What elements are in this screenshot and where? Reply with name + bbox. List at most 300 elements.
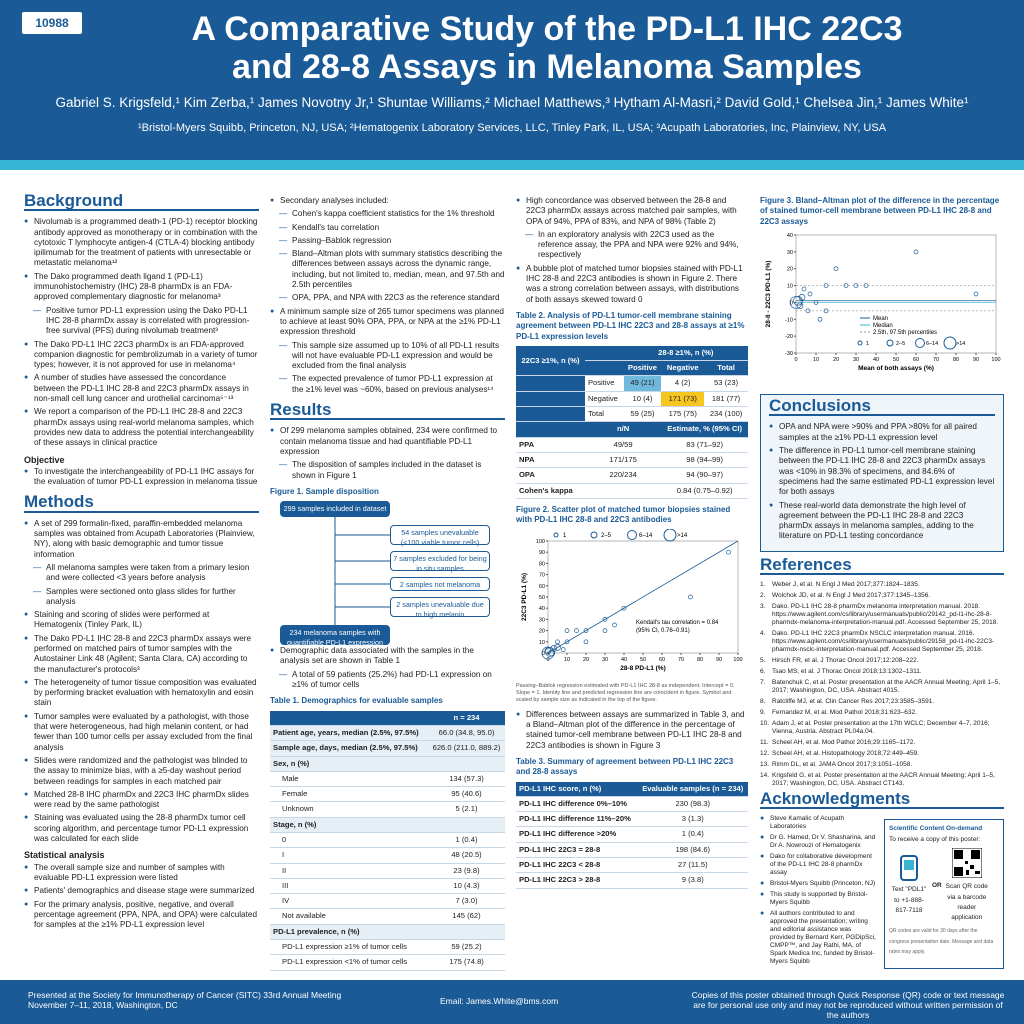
x-tick-label: 80 [696, 657, 704, 664]
table-2-stat-nN: 220/234 [585, 468, 661, 483]
reference-item [760, 592, 1004, 600]
methods-section [24, 492, 259, 930]
legend-marker [554, 533, 558, 537]
data-point [556, 640, 560, 644]
x-tick-label: 0 [794, 356, 798, 363]
data-point [808, 292, 812, 296]
bullet-item: ● A number of studies have assessed the concordance between the PD-L1 IHC 28-8 and 22C3 pharmDx assays in non-small cell lung cancer and urothelial carcinoma⁵⁻¹³ [24, 373, 259, 404]
table-2-row [516, 376, 748, 391]
bullet-item: ● The overall sample size and number of samples with evaluable PD-L1 expression were listed [24, 863, 259, 884]
reference-text: Ratcliffe MJ, et al. Clin Cancer Res 2017;23:3585–3591. [772, 698, 935, 706]
table-3-head-2: Evaluable samples (n = 234) [638, 782, 748, 797]
x-tick-label: 0 [546, 657, 550, 664]
table-1-row [270, 863, 505, 878]
table-2-cell: 175 (75) [661, 407, 704, 422]
table-1-label: IV [270, 894, 428, 909]
table-2-cell: 10 (4) [624, 391, 662, 406]
table-1-label: Sex, n (%) [270, 756, 428, 771]
table-2-stat-label: OPA [516, 468, 585, 483]
table-1-value: 59 (25.2) [428, 940, 505, 955]
legend-median: Median [873, 322, 893, 329]
sub-bullet-item: — This sample size assumed up to 10% of all PD-L1 results will not have evaluable PD-L1 expression and would be excluded from the final analysis [270, 341, 505, 372]
qr-scan-option [945, 848, 989, 923]
x-axis-label: Mean of both assays (%) [858, 364, 934, 372]
sub-bullet-item: — Kendall's tau correlation [270, 223, 505, 233]
table-2-stat-row [516, 452, 748, 467]
table-1-row [270, 771, 505, 786]
y-tick-label: -20 [785, 334, 793, 341]
objective-heading: Objective [24, 454, 65, 465]
acknowledgment-item: ● All authors contributed to and approved the presentation; writing and editorial assistance was provided by Bernard Kerr, PGDipSci, CMPP™, and Jay Rathi, MA, of Spark Medica Inc, funded by Bristol-Myers Squibb [760, 910, 878, 966]
table-2-stat-row [516, 483, 748, 498]
table-2-cell: 171 (73) [661, 391, 704, 406]
table-3-row [516, 796, 748, 811]
data-point [565, 629, 569, 633]
concordance-list [516, 196, 748, 305]
bullet-item: ● Tumor samples were evaluated by a pathologist, with those that were heterogeneous, had high melanin content, or had fewer than 100 tumor cells per assay excluded from the final analysis [24, 712, 259, 753]
sample-disposition-flowchart [270, 501, 505, 646]
table-3-head-1: PD-L1 IHC score, n (%) [516, 782, 638, 797]
table-2-cell: 181 (77) [704, 391, 748, 406]
table-1-value [428, 756, 505, 771]
reference-number: 6. [760, 668, 766, 676]
y-tick-label: 40 [538, 606, 545, 613]
table-1-label: Patient age, years, median (2.5%, 97.5%) [270, 725, 428, 740]
table-1-row [270, 924, 505, 939]
bullet-item: ● Nivolumab is a programmed death-1 (PD-1) receptor blocking antibody approved as monotherapy or in combination with the cytotoxic T lymphocyte antigen-4 (CTLA-4) blocking antibody ipilimumab for the treatment of patients with unresectable or metastatic melanoma¹² [24, 217, 259, 268]
reference-number: 7. [760, 679, 766, 687]
y-tick-label: 20 [538, 629, 545, 636]
reference-item [760, 772, 1004, 788]
table-2-col-head: Total [704, 361, 748, 376]
qr-options [889, 848, 999, 923]
acknowledgments-row [760, 815, 1004, 969]
reference-number: 13. [760, 761, 770, 769]
table-3-label: PD-L1 IHC difference 11%–20% [516, 812, 638, 827]
table-1-label: Unknown [270, 802, 428, 817]
differences-list [516, 710, 748, 751]
table-2-cell: 234 (100) [704, 407, 748, 422]
regression-line [548, 541, 738, 653]
table-1-row [270, 832, 505, 847]
figure-2-title: Figure 2. Scatter plot of matched tumor biopsies stained with PD-L1 IHC 28-8 and 22C3 antibodies [516, 504, 731, 525]
data-point [613, 623, 617, 627]
bullet-item: ● Demographic data associated with the samples in the analysis set are shown in Table 1 [270, 646, 505, 667]
reference-item [760, 761, 1004, 769]
reference-number: 12. [760, 750, 770, 758]
table-1-row [270, 848, 505, 863]
reference-item [760, 630, 1004, 654]
x-tick-label: 60 [658, 657, 666, 664]
x-tick-label: 70 [677, 657, 685, 664]
x-tick-label: 60 [912, 356, 920, 363]
figure-1-title: Figure 1. Sample disposition [270, 486, 379, 496]
bullet-item: ● Of 299 melanoma samples obtained, 234 were confirmed to contain melanoma tissue and had quantifiable PD-L1 expression [270, 426, 505, 457]
table-2-row [516, 407, 748, 422]
conclusions-box [760, 394, 1004, 552]
y-tick-label: 70 [538, 573, 545, 580]
poster-title [100, 10, 994, 86]
data-point [974, 292, 978, 296]
bullet-item: ● Differences between assays are summarized in Table 3, and a Bland–Altman plot of the difference in the percentage of stained tumor-cell membrane between PD-L1 IHC 28-8 and 22C3 antibodies is shown in Figure 3 [516, 710, 748, 751]
table-2-row-label: Positive [585, 376, 624, 391]
poster-id-badge: 10988 [22, 12, 82, 34]
table-2-stat-label: NPA [516, 452, 585, 467]
table-2-cell: 49 (21) [624, 376, 662, 391]
legend-mean: Mean [873, 315, 889, 322]
table-3-label: PD-L1 IHC 22C3 < 28-8 [516, 857, 638, 872]
table-2-stat-estimate: 0.84 (0.75–0.92) [661, 483, 748, 498]
table-2-row-group-cell [516, 391, 585, 406]
data-point [914, 250, 918, 254]
table-1-row [270, 817, 505, 832]
bullet-item: ● OPA and NPA were >90% and PPA >80% for all paired samples at the ≥1% PD-L1 expression level [769, 422, 995, 443]
y-tick-label: -30 [785, 350, 793, 357]
x-tick-label: 30 [852, 356, 860, 363]
sub-bullet-item: — Positive tumor PD-L1 expression using the Dako PD-L1 IHC 28-8 pharmDx assay is correlated with progression-free survival (PFS) during nivolumab treatment³ [24, 306, 259, 337]
background-heading: Background [24, 196, 259, 211]
table-2-row-label: Negative [585, 391, 624, 406]
table-1-row [270, 909, 505, 924]
bullet-item: ● Matched 28-8 IHC pharmDx and 22C3 IHC pharmDx slides were read by the same pathologist [24, 790, 259, 811]
qr-title: Scientific Content On-demand [889, 825, 983, 833]
footer-disclaimer: Copies of this poster obtained through Quick Response (QR) code or text message are for personal use only and may not be reproduced without written permission of the authors [691, 990, 1005, 1020]
x-tick-label: 70 [932, 356, 940, 363]
table-2-stat-nN [585, 483, 661, 498]
sub-bullet-item: — Cohen's kappa coefficient statistics for the 1% threshold [270, 209, 505, 219]
y-tick-label: 30 [538, 617, 545, 624]
reference-text: Scheel AH, et al. Histopathology 2018;72:449–459. [772, 750, 920, 758]
table-2-col-head: Negative [661, 361, 704, 376]
title-line-2: and 28-8 Assays in Melanoma Samples [232, 48, 862, 86]
data-point [584, 640, 588, 644]
sub-bullet-item: — Samples were sectioned onto glass slides for further analysis [24, 587, 259, 608]
x-tick-label: 10 [812, 356, 820, 363]
y-tick-label: 40 [786, 232, 793, 239]
bullet-item: ● The Dako PD-L1 IHC 28-8 and 22C3 pharmDx assays were performed on matched pairs of tumor samples with the Autostainer Link 48 (Agilent; Santa Clara, CA) according to the manufacturer's protocols³ [24, 634, 259, 675]
references-list [760, 581, 1004, 788]
table-2-stat-label: Cohen's kappa [516, 483, 585, 498]
x-tick-label: 90 [972, 356, 980, 363]
table-2-stat-nN: 171/175 [585, 452, 661, 467]
data-point [689, 595, 693, 599]
table-1-label: PD-L1 expression <1% of tumor cells [270, 955, 428, 970]
qr-subtitle: To receive a copy of this poster: [889, 835, 981, 843]
table-3-row [516, 857, 748, 872]
x-tick-label: 50 [639, 657, 647, 664]
table-1-value: 10 (4.3) [428, 878, 505, 893]
conclusions-list [769, 422, 995, 541]
table-1-row [270, 741, 505, 756]
reference-item [760, 657, 1004, 665]
legend-marker [858, 341, 862, 345]
bullet-item: ● The Dako PD-L1 IHC 22C3 pharmDx is an FDA-approved companion diagnostic for pembrolizumab in a variety of tumor types; however, it is not approved for use in melanoma⁴ [24, 340, 259, 371]
reference-item [760, 668, 1004, 676]
data-point [561, 648, 565, 652]
table-2-col-head: Positive [624, 361, 662, 376]
table-3-label: PD-L1 IHC difference >20% [516, 827, 638, 842]
reference-number: 4. [760, 630, 766, 638]
y-tick-label: 0 [789, 300, 793, 307]
poster-footer [0, 980, 1024, 1024]
qr-text-label: Text "PDL1" to +1-888-817-7118 [891, 886, 927, 914]
references-heading: References [760, 560, 1004, 575]
table-1 [270, 711, 505, 971]
objective-list [24, 467, 259, 488]
reference-text: Tsao MS, et al. J Thorac Oncol 2018;13:1302–1311. [772, 668, 922, 676]
bullet-item: ● A set of 299 formalin-fixed, paraffin-embedded melanoma samples was obtained from Acupath Laboratories (Plainview, NY), along with basic demographic and tumor tissue information [24, 519, 259, 560]
kendall-annotation-2: (95% CI, 0.76–0.91) [636, 628, 690, 635]
flow-connectors [270, 501, 505, 646]
kendall-annotation-1: Kendall's tau correlation = 0.84 [636, 620, 719, 627]
bullet-item: ● Staining and scoring of slides were performed at Hematogenix (Tinley Park, IL) [24, 610, 259, 631]
reference-number: 11. [760, 739, 769, 747]
bullet-item: ● These real-world data demonstrate the high level of agreement between the PD-L1 IHC 28-8 and 22C3 pharmDx assays in melanoma samples, adding to the literature on PD-L1 testing concordance [769, 501, 995, 542]
legend-label: 2–5 [896, 340, 906, 347]
table-3 [516, 782, 748, 889]
qr-disclaimer: QR codes are valid for 30 days after the congress presentation date. Message and data rates may apply. [889, 928, 994, 956]
bullet-item: ● The heterogeneity of tumor tissue composition was evaluated by performing bracket evaluation with hematoxylin and eosin stain [24, 678, 259, 709]
affiliations: ¹Bristol-Myers Squibb, Princeton, NJ, USA; ²Hematogenix Laboratory Services, LLC, Tinley Park, IL, USA; ³Acupath Laboratories, Inc, Plainview, NY, USA [137, 122, 887, 134]
table-2-stat-row [516, 468, 748, 483]
table-3-value: 1 (0.4) [638, 827, 748, 842]
column-2 [270, 196, 505, 971]
table-2-cell: 53 (23) [704, 376, 748, 391]
table-2-row-group-cell [516, 376, 585, 391]
table-3-row [516, 873, 748, 888]
table-3-label: PD-L1 IHC 22C3 > 28-8 [516, 873, 638, 888]
x-tick-label: 50 [892, 356, 900, 363]
methods-heading: Methods [24, 497, 259, 512]
table-1-value [428, 924, 505, 939]
table-2-stat-head-est: Estimate, % (95% CI) [661, 422, 748, 437]
table-1-value: 95 (40.6) [428, 787, 505, 802]
table-3-row [516, 827, 748, 842]
table-1-value [428, 817, 505, 832]
bullet-item: ● A bubble plot of matched tumor biopsies stained with PD-L1 IHC 28-8 and 22C3 antibodies is shown in Figure 2. There was a strong correlation between assays, with distributions of both assays skewed toward 0 [516, 264, 748, 305]
x-axis-label: 28-8 PD-L1 (%) [620, 665, 666, 673]
table-2-spacer [585, 346, 624, 361]
acknowledgment-item: ● This study is supported by Bristol-Myers Squibb [760, 891, 878, 907]
qr-box [884, 819, 1004, 969]
reference-item [760, 739, 1004, 747]
legend-marker [628, 531, 637, 540]
table-3-value: 27 (11.5) [638, 857, 748, 872]
legend-marker [664, 529, 676, 541]
legend-marker [916, 338, 925, 347]
reference-text: Hirsch FR, et al. J Thorac Oncol 2017;12:208–222. [772, 657, 919, 665]
x-tick-label: 10 [563, 657, 571, 664]
table-1-row [270, 787, 505, 802]
table-3-value: 230 (98.3) [638, 796, 748, 811]
y-tick-label: 30 [786, 249, 793, 256]
table-2-stat-label: PPA [516, 437, 585, 452]
legend-label: 1 [866, 340, 870, 347]
table-1-label: III [270, 878, 428, 893]
footer-email[interactable]: Email: James.White@bms.com [440, 996, 559, 1006]
table-2-stat-row [516, 437, 748, 452]
reference-text: Scheel AH, et al. Mod Pathol 2016;29:1165–1172. [772, 739, 916, 747]
data-point [797, 303, 803, 309]
table-1-row [270, 955, 505, 970]
table-1-label: I [270, 848, 428, 863]
reference-number: 8. [760, 698, 766, 706]
x-tick-label: 100 [733, 657, 743, 664]
data-point [818, 317, 822, 321]
y-tick-label: 80 [538, 561, 545, 568]
table-1-row [270, 802, 505, 817]
data-point [727, 551, 731, 555]
flow-box-included: 299 samples included in dataset [280, 501, 390, 517]
table-1-value: 1 (0.4) [428, 832, 505, 847]
y-tick-label: 20 [786, 266, 793, 273]
sub-bullet-item: — In an exploratory analysis with 22C3 used as the reference assay, the PPA and NPA were 92% and 94%, respectively [516, 230, 748, 261]
column-1 [24, 191, 259, 940]
table-1-label: Not available [270, 909, 428, 924]
sub-bullet-item: — The expected prevalence of tumor PD-L1 expression at the ≥1% level was ~60%, based on previous analyses¹⁴ [270, 374, 505, 395]
acknowledgment-item: ● Dako for collaborative development of the PD-L1 IHC 28-8 pharmDx assay [760, 853, 878, 877]
table-1-value: 626.0 (211.0, 889.2) [428, 741, 505, 756]
legend-marker [944, 337, 956, 349]
reference-item [760, 720, 1004, 736]
table-3-row [516, 842, 748, 857]
flow-box-not-melanoma: 2 samples not melanoma [390, 577, 490, 591]
data-point [575, 629, 579, 633]
x-tick-label: 30 [601, 657, 609, 664]
legend-marker [591, 532, 597, 538]
reference-number: 2. [760, 592, 766, 600]
legend-label: 1 [563, 533, 567, 540]
table-1-title: Table 1. Demographics for evaluable samples [270, 696, 443, 706]
reference-text: Dako. PD-L1 IHC 22C3 pharmDx NSCLC interpretation manual. 2016. https://www.agilent.com/cs/library/usermanuals/public/29158_pd-l1-ihc-22C3-pharmdx-nsclc-interpretation-manual.pdf. Accessed September 25, 2018. [772, 630, 995, 654]
table-2-spacer-2 [585, 361, 624, 376]
reference-text: Rimm DL, et al. JAMA Oncol 2017;3:1051–1058. [772, 761, 913, 769]
qr-or: OR [932, 881, 942, 889]
authors: Gabriel S. Krigsfeld,¹ Kim Zerba,¹ James Novotny Jr,¹ Shuntae Williams,² Michael Matthews,³ Hytham Al-Masri,² David Gold,¹ Chelsea Jin,¹ James White¹ [55, 95, 969, 110]
acknowledgment-item: ● Steve Kamalic of Acupath Laboratories [760, 815, 878, 831]
table-3-value: 198 (84.6) [638, 842, 748, 857]
legend-marker [887, 340, 893, 346]
demographics-list [270, 646, 505, 690]
table-2-stat-estimate: 83 (71–92) [661, 437, 748, 452]
table-1-row [270, 940, 505, 955]
table-3-row [516, 812, 748, 827]
table-1-label: Male [270, 771, 428, 786]
table-3-title: Table 3. Summary of agreement between PD-L1 IHC 22C3 and 28-8 assays [516, 756, 734, 777]
figure-2-note: Passing–Bablok regression estimated with PD-L1 IHC 28-8 as independent. Intercept = 0. Slope = 1. Identity line and predicted regression line are coincident in figure. Symbol and scaled by sample size as indicated in the top of the figure. [516, 682, 735, 703]
table-1-label: PD-L1 prevalence, n (%) [270, 924, 428, 939]
legend-label: 6–14 [639, 533, 653, 540]
y-tick-label: 10 [786, 283, 793, 290]
methods-list [24, 519, 259, 845]
acknowledgments-list [760, 815, 878, 969]
legend-label: >14 [956, 340, 966, 347]
sub-bullet-item: — Bland–Altman plots with summary statistics describing the differences between assays across the dynamic range, including, but not limited to, median, mean, and 97.5th and 2.5th percentiles [270, 249, 505, 290]
reference-item [760, 603, 1004, 627]
acknowledgments-heading: Acknowledgments [760, 794, 1004, 809]
y-axis-label: 28-8 - 22C3 PD-L1 (%) [765, 260, 772, 328]
reference-text: Dako. PD-L1 IHC 28-8 pharmDx melanoma interpretation manual. 2018. https://www.agilent.com/cs/library/usermanuals/public/29142_pd-l1-ihc-28-8-pharmdx-melanoma-interpretation-manual.pdf. Accessed September 25, 2018. [772, 603, 999, 627]
bullet-item: ● Secondary analyses included: [270, 196, 505, 206]
table-1-label: Sample age, days, median (2.5%, 97.5%) [270, 741, 428, 756]
qr-code-icon[interactable] [952, 848, 982, 878]
table-1-row [270, 756, 505, 771]
table-2-row-group-cell [516, 407, 585, 422]
table-1-row [270, 894, 505, 909]
results-heading: Results [270, 405, 505, 420]
header-stripe [0, 160, 1024, 170]
table-1-value: 175 (74.8) [428, 955, 505, 970]
table-2-row [516, 391, 748, 406]
reference-text: Adam J, et al. Poster presentation at the 17th WCLC; December 4–7, 2016; Vienna, Austria. Abstract PL04a.04. [772, 720, 990, 736]
sub-bullet-item: — Passing–Bablok regression [270, 236, 505, 246]
legend-percentiles: 2.5th, 97.5th percentiles [873, 329, 938, 336]
x-tick-label: 100 [991, 356, 1001, 363]
table-1-label: PD-L1 expression ≥1% of tumor cells [270, 940, 428, 955]
flow-box-insitu: 7 samples excluded for being in situ samples [390, 551, 490, 571]
reference-text: Wolchok JD, et al. N Engl J Med 2017;377:1345–1356. [772, 592, 931, 600]
y-tick-label: 50 [538, 595, 545, 602]
reference-number: 14. [760, 772, 770, 780]
table-1-n-header: n = 234 [428, 711, 505, 726]
table-3-value: 9 (3.8) [638, 873, 748, 888]
conclusions-heading: Conclusions [769, 401, 995, 416]
table-1-value: 7 (3.0) [428, 894, 505, 909]
background-list [24, 217, 259, 448]
title-line-1: A Comparative Study of the PD-L1 IHC 22C3 [191, 10, 903, 48]
reference-number: 10. [760, 720, 770, 728]
table-2-stat-estimate: 94 (90–97) [661, 468, 748, 483]
x-tick-label: 20 [832, 356, 840, 363]
sub-bullet-item: — OPA, PPA, and NPA with 22C3 as the reference standard [270, 293, 505, 303]
figure-2-chart [516, 529, 748, 679]
reference-text: Weber J, et al. N Engl J Med 2017;377:1824–1835. [772, 581, 920, 589]
y-tick-label: 60 [538, 584, 545, 591]
bullet-item: ● We report a comparison of the PD-L1 IHC 28-8 and 22C3 pharmDx assays using real-world melanoma samples, which provides new data to address the potential interchangeability of these assays in clinical practice [24, 407, 259, 448]
x-tick-label: 90 [715, 657, 723, 664]
secondary-analyses-list [270, 196, 505, 395]
table-1-value: 145 (62) [428, 909, 505, 924]
figure-3-chart [760, 231, 1004, 391]
legend-label: >14 [677, 533, 688, 540]
y-tick-label: 100 [535, 539, 545, 546]
data-point [603, 629, 607, 633]
table-2-cell: 4 (2) [661, 376, 704, 391]
footer-meeting: Presented at the Society for Immunotherapy of Cancer (SITC) 33rd Annual Meeting November 7–11, 2018, Washington, DC [28, 990, 342, 1010]
table-2-cell: 59 (25) [624, 407, 662, 422]
bullet-item: ● Patients' demographics and disease stage were summarized [24, 886, 259, 896]
reference-number: 5. [760, 657, 766, 665]
reference-item [760, 679, 1004, 695]
table-1-value: 66.0 (34.8, 95.0) [428, 725, 505, 740]
flow-box-unevaluable: 54 samples unevaluable (<100 viable tumor cells) [390, 525, 490, 545]
qr-scan-label: Scan QR code via a barcode reader application [945, 883, 988, 922]
bullet-item: ● A minimum sample size of 265 tumor specimens was planned to achieve at least 90% OPA, PPA, or NPA at the ≥1% PD-L1 expression threshold [270, 307, 505, 338]
objective-item: ● To investigate the interchangeability of PD-L1 IHC assays for the evaluation of tumor PD-L1 expression in melanoma tissue [24, 467, 259, 488]
reference-text: Krigsfeld G, et al. Poster presentation at the AACR Annual Meeting; April 1–5, 2017; Washington, DC, USA. Abstract CT143. [772, 772, 995, 788]
data-point [802, 287, 806, 291]
table-2-stat-blank [516, 422, 585, 437]
table-1-label: Female [270, 787, 428, 802]
table-1-value: 5 (2.1) [428, 802, 505, 817]
reference-item [760, 581, 1004, 589]
sub-bullet-item: — All melanoma samples were taken from a primary lesion and were collected <3 years before analysis [24, 563, 259, 584]
table-3-label: PD-L1 IHC difference 0%–10% [516, 796, 638, 811]
y-tick-label: 0 [541, 651, 545, 658]
y-tick-label: 90 [538, 550, 545, 557]
y-axis-label: 22C3 PD-L1 (%) [521, 573, 528, 622]
table-2 [516, 346, 748, 499]
